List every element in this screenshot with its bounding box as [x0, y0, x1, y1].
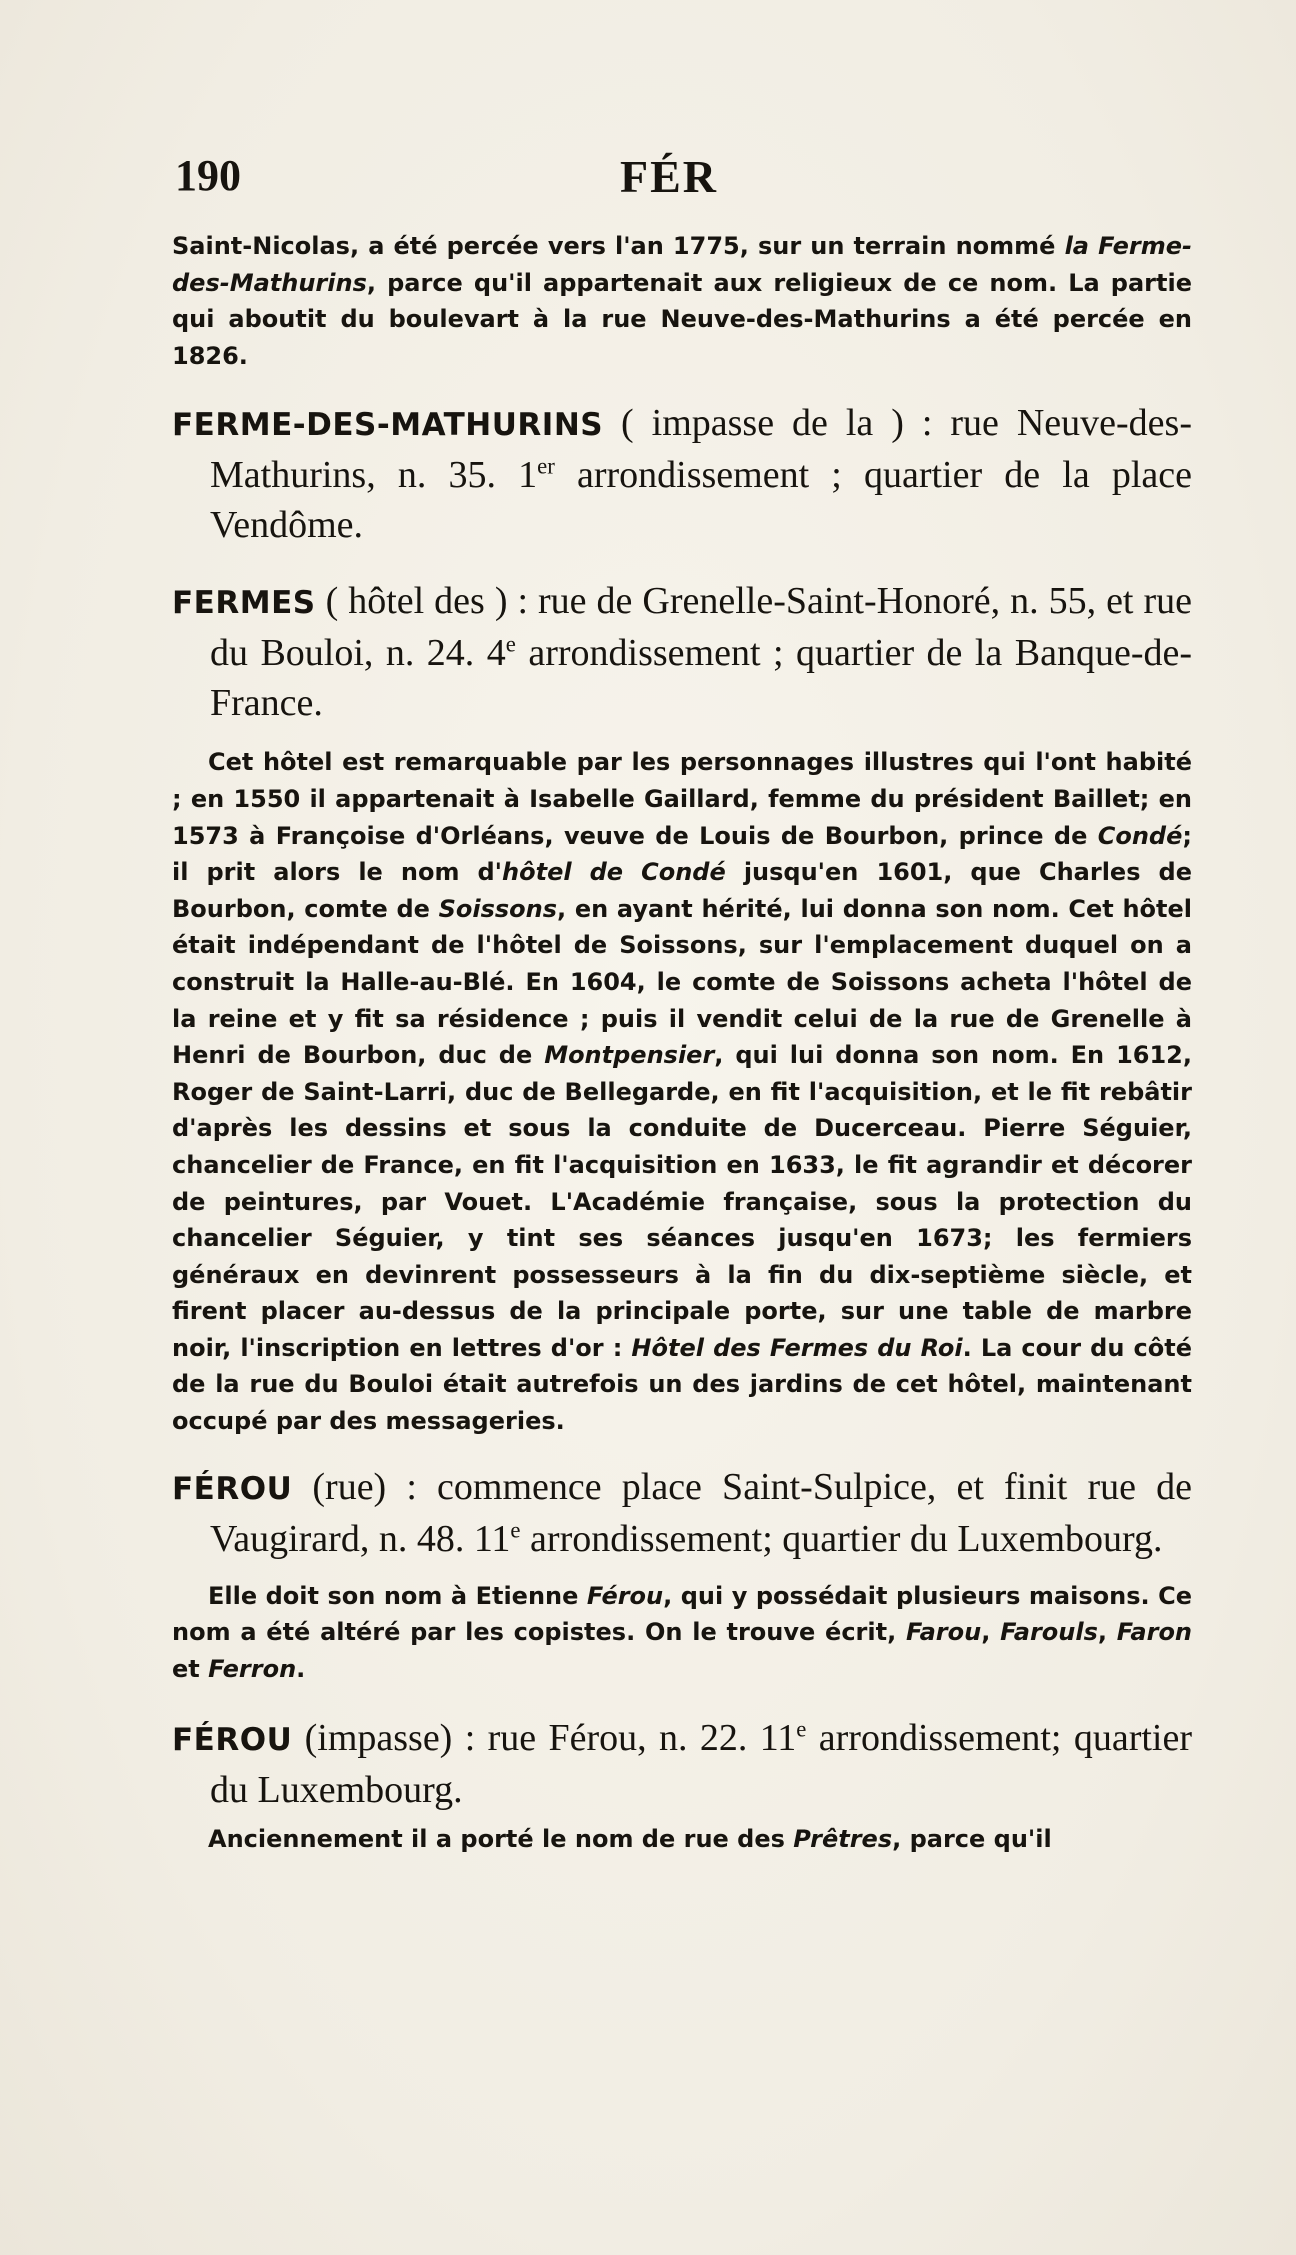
entry-fermes [172, 576, 1192, 728]
italic-text: Condé [1097, 821, 1183, 850]
text-run: , parce qu'il [892, 1825, 1052, 1854]
italic-text: Ferron [208, 1654, 297, 1683]
ordinal-suffix: er [537, 453, 555, 479]
italic-text: Soissons [438, 894, 558, 923]
italic-text: Prêtres [793, 1825, 893, 1854]
text-run: (rue) : commence place Saint-Sulpice, et finit rue de Vaugirard, n. 48. 11 [210, 1465, 1192, 1560]
ferou-rue-description [172, 1578, 1192, 1688]
text-run: ( hôtel des ) : rue de Grenelle-Saint-Honoré, n. 55, et rue du Bouloi, n. 24. 4 [210, 580, 1192, 675]
italic-text: Farou [905, 1618, 982, 1647]
text-run: Elle doit son nom à Etienne [208, 1581, 587, 1610]
entry-ferme-des-mathurins [172, 398, 1192, 550]
text-run: (impasse) : rue Férou, n. 22. 11 [292, 1717, 797, 1760]
text-run: arrondissement; quartier du Luxembourg. [210, 1717, 1193, 1812]
text-run: Cet hôtel est remarquable par les personnages illustres qui l'ont habité ; en 1550 il appartenait à Isabelle Gaillard, femme du président Baillet; en 1573 à Françoise d'Orléans, veuve de Louis de Bourbon, prince de [172, 748, 1192, 850]
text-run: Anciennement il a porté le nom de rue des [208, 1825, 794, 1854]
italic-text: hôtel de Condé [502, 858, 726, 887]
page-header [175, 150, 1185, 210]
text-run: arrondissement ; quartier de la place Vendôme. [210, 454, 1192, 547]
text-run: ; il prit alors le nom d' [172, 821, 1192, 887]
text-column [172, 228, 1192, 1858]
text-run: arrondissement ; quartier de la Banque-de-France. [210, 632, 1192, 725]
ordinal-suffix: e [796, 1716, 807, 1742]
ferou-impasse-description [172, 1821, 1192, 1858]
text-run: jusqu'en 1601, que Charles de Bourbon, comte de [172, 858, 1192, 923]
ordinal-suffix: e [510, 1517, 521, 1542]
ordinal-suffix: e [505, 631, 516, 657]
text-run: , en ayant hérité, lui donna son nom. Cet hôtel était indépendant de l'hôtel de Soissons, sur l'emplacement duquel on a construit la Halle-au-Blé. En 1604, le comte de Soissons acheta l'hôtel de la reine et y fit sa résidence ; puis il vendit celui de la rue de Grenelle à Henri de Bourbon, duc de [172, 894, 1193, 1070]
entry-headword: FERMES [172, 585, 316, 622]
entry-ferou-rue [172, 1462, 1192, 1564]
italic-text: Montpensier [544, 1041, 715, 1070]
text-run: Saint-Nicolas, a été percée vers l'an 1775, sur un terrain nommé [172, 232, 1065, 260]
italic-text: Férou [586, 1581, 664, 1610]
italic-text: Hôtel des Fermes du Roi [631, 1333, 963, 1362]
fermes-description [172, 744, 1192, 1439]
text-run: arrondissement; quartier du Luxembourg. [520, 1517, 1163, 1560]
text-run: ( impasse de la ) : rue Neuve-des-Mathurins, n. 35. 1 [210, 402, 1192, 497]
page-number: 190 [175, 151, 241, 200]
italic-text: Farouls [1000, 1618, 1098, 1647]
text-run: et [172, 1654, 209, 1683]
entry-ferou-impasse [172, 1713, 1192, 1815]
text-run: , qui lui donna son nom. En 1612, Roger de Saint-Larri, duc de Bellegarde, en fit l'acquisition, et le fit rebâtir d'après les dessins et sous la conduite de Ducerceau. Pierre Séguier, chancelier de France, en fit l'acquisition en 1633, le fit agrandir et décorer de peintures, par Vouet. L'Académie française, sous la protection du chancelier Séguier, y tint ses séances jusqu'en 1673; les fermiers généraux en devinrent possesseurs à la fin du dix-septième siècle, et firent placer au-dessus de la principale porte, sur une table de marbre noir, l'inscription en lettres d'or : [172, 1041, 1192, 1362]
entry-headword: FERME-DES-MATHURINS [172, 407, 604, 444]
text-run: , qui y possédait plusieurs maisons. Ce nom a été altéré par les copistes. On le trouve écrit, [172, 1581, 1192, 1647]
text-run: . La cour du côté de la rue du Bouloi était autrefois un des jardins de cet hôtel, maintenant occupé par des messageries. [172, 1333, 1192, 1436]
text-run: , parce qu'il appartenait aux religieux de ce nom. La partie qui aboutit du boulevart à la rue Neuve-des-Mathurins a été percée en 1826. [172, 268, 1192, 370]
text-run: , [981, 1618, 1001, 1647]
continuation-paragraph [172, 228, 1192, 374]
italic-text: Faron [1116, 1618, 1193, 1647]
italic-text: la Ferme-des-Mathurins [172, 232, 1192, 297]
text-run: , [1097, 1618, 1117, 1647]
entry-headword: FÉROU [172, 1722, 293, 1759]
text-run: . [296, 1654, 306, 1683]
entry-headword: FÉROU [172, 1470, 293, 1507]
running-head: FÉR [620, 151, 718, 202]
